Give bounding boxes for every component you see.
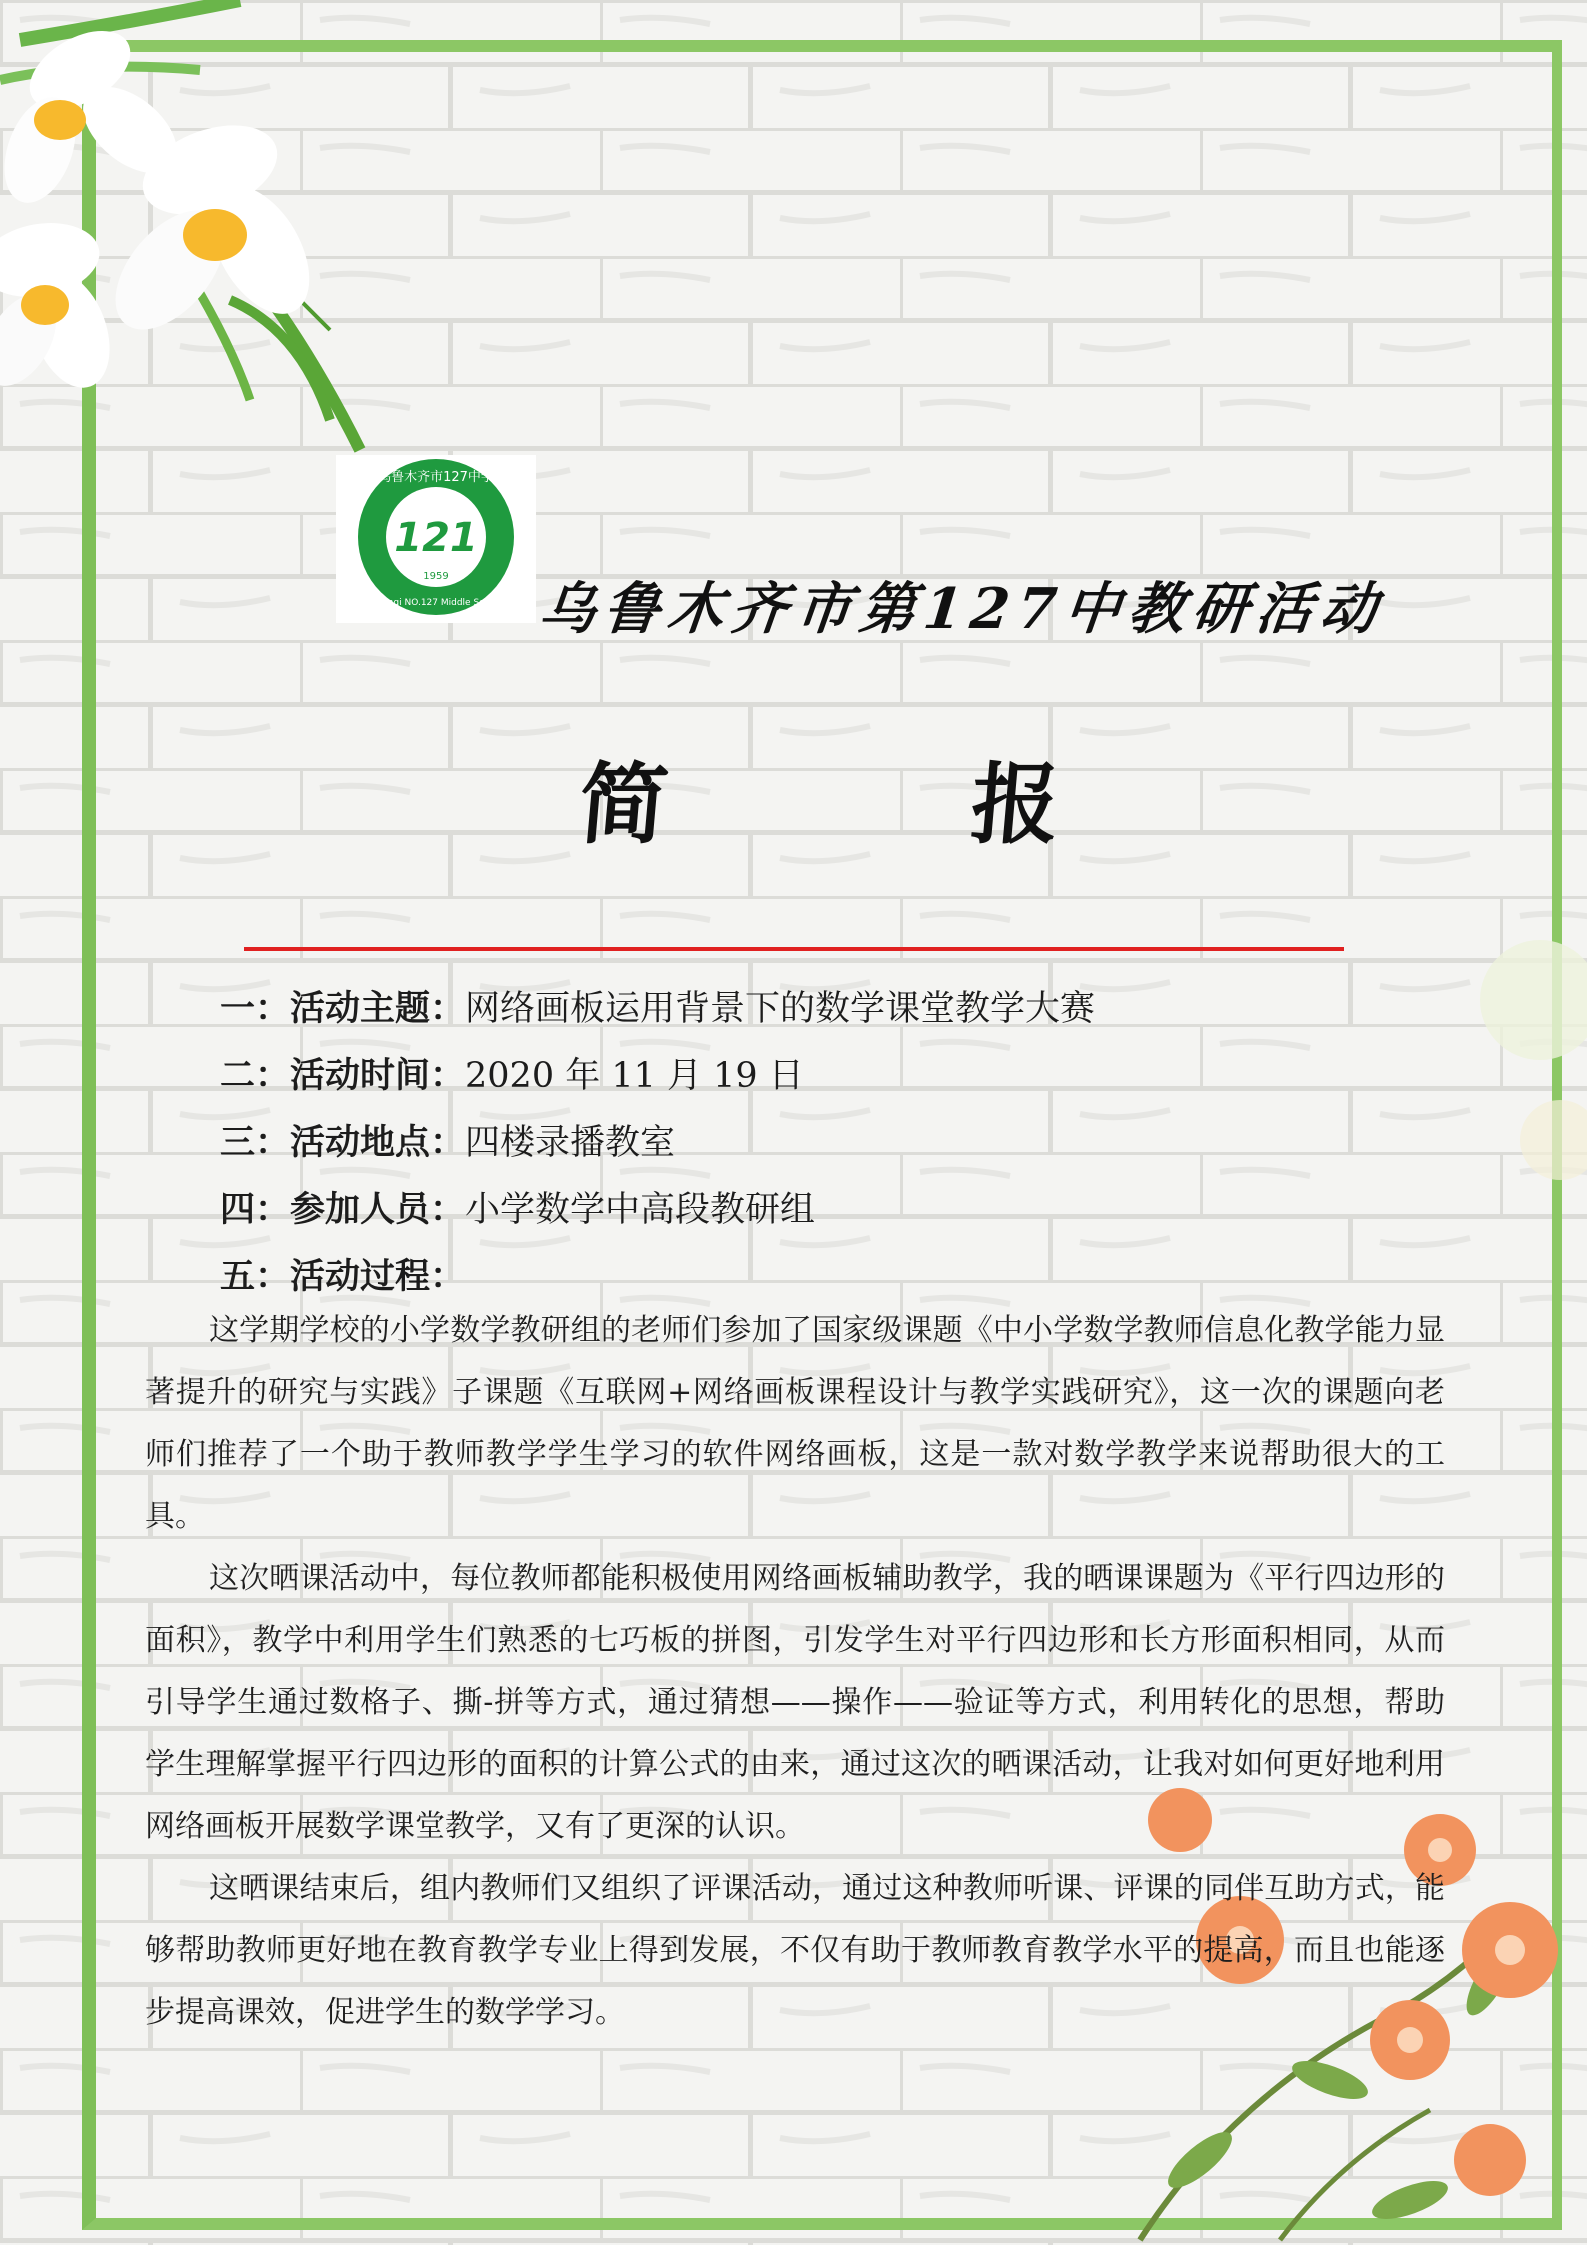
info-value: 2020 年 11 月 19 日 xyxy=(465,1056,804,1096)
school-title: 乌鲁木齐市第127中教研活动 xyxy=(536,576,1388,642)
logo-ring-text: 乌鲁木齐市127中学 xyxy=(378,470,494,485)
school-emblem-icon xyxy=(336,455,536,623)
report-body xyxy=(145,1300,1445,2044)
flower-3 xyxy=(0,214,124,399)
school-logo xyxy=(336,455,536,623)
body-paragraph: 这次晒课活动中，每位教师都能积极使用网络画板辅助教学，我的晒课课题为《平行四边形的面积》，教学中利用学生们熟悉的七巧板的拼图，引发学生对平行四边形和长方形面积相同，从而引导学生通过数格子、撕-拼等方式，通过猜想——操作——验证等方式，利用转化的思想，帮助学生理解掌握平行四边形的面积的计算公式的由来，通过这次的晒课活动，让我对如何更好地利用网络画板开展数学课堂教学，又有了更深的认识。 xyxy=(145,1561,1445,1844)
report-title-char-1: 简 xyxy=(574,752,673,856)
frangipani-corner-decoration xyxy=(0,0,460,470)
info-location xyxy=(220,1109,1420,1176)
info-label: 二：活动时间： xyxy=(220,1055,466,1096)
info-value: 小学数学中高段教研组 xyxy=(465,1190,816,1230)
faint-flower-right xyxy=(1450,920,1587,1200)
info-value: 网络画板运用背景下的数学课堂教学大赛 xyxy=(465,989,1096,1029)
logo-english-text: Urumqi NO.127 Middle School xyxy=(368,598,504,608)
info-topic xyxy=(220,975,1420,1042)
activity-info-list xyxy=(220,975,1420,1310)
info-value: 四楼录播教室 xyxy=(465,1123,676,1163)
report-title-char-2: 报 xyxy=(966,752,1065,856)
info-label: 一：活动主题： xyxy=(220,988,466,1029)
logo-numeral: 121 xyxy=(394,515,478,561)
report-title xyxy=(574,735,1065,861)
info-time xyxy=(220,1042,1420,1109)
logo-year: 1959 xyxy=(423,571,449,582)
info-participants xyxy=(220,1176,1420,1243)
body-paragraph: 这晒课结束后，组内教师们又组织了评课活动，通过这种教师听课、评课的同伴互助方式，能够帮助教师更好地在教育教学专业上得到发展，不仅有助于教师教育教学水平的提高，而且也能逐步提高课效，促进学生的数学学习。 xyxy=(145,1871,1445,2030)
red-divider-line xyxy=(244,947,1344,951)
info-label: 三：活动地点： xyxy=(220,1122,466,1163)
info-label: 四：参加人员： xyxy=(220,1189,466,1230)
info-label: 五：活动过程： xyxy=(220,1256,466,1297)
body-paragraph: 这学期学校的小学数学教研组的老师们参加了国家级课题《中小学数学教师信息化教学能力显著提升的研究与实践》子课题《互联网+网络画板课程设计与教学实践研究》，这一次的课题向老师们推荐了一个助于教师教学学生学习的软件网络画板，这是一款对数学教学来说帮助很大的工具。 xyxy=(145,1313,1445,1534)
